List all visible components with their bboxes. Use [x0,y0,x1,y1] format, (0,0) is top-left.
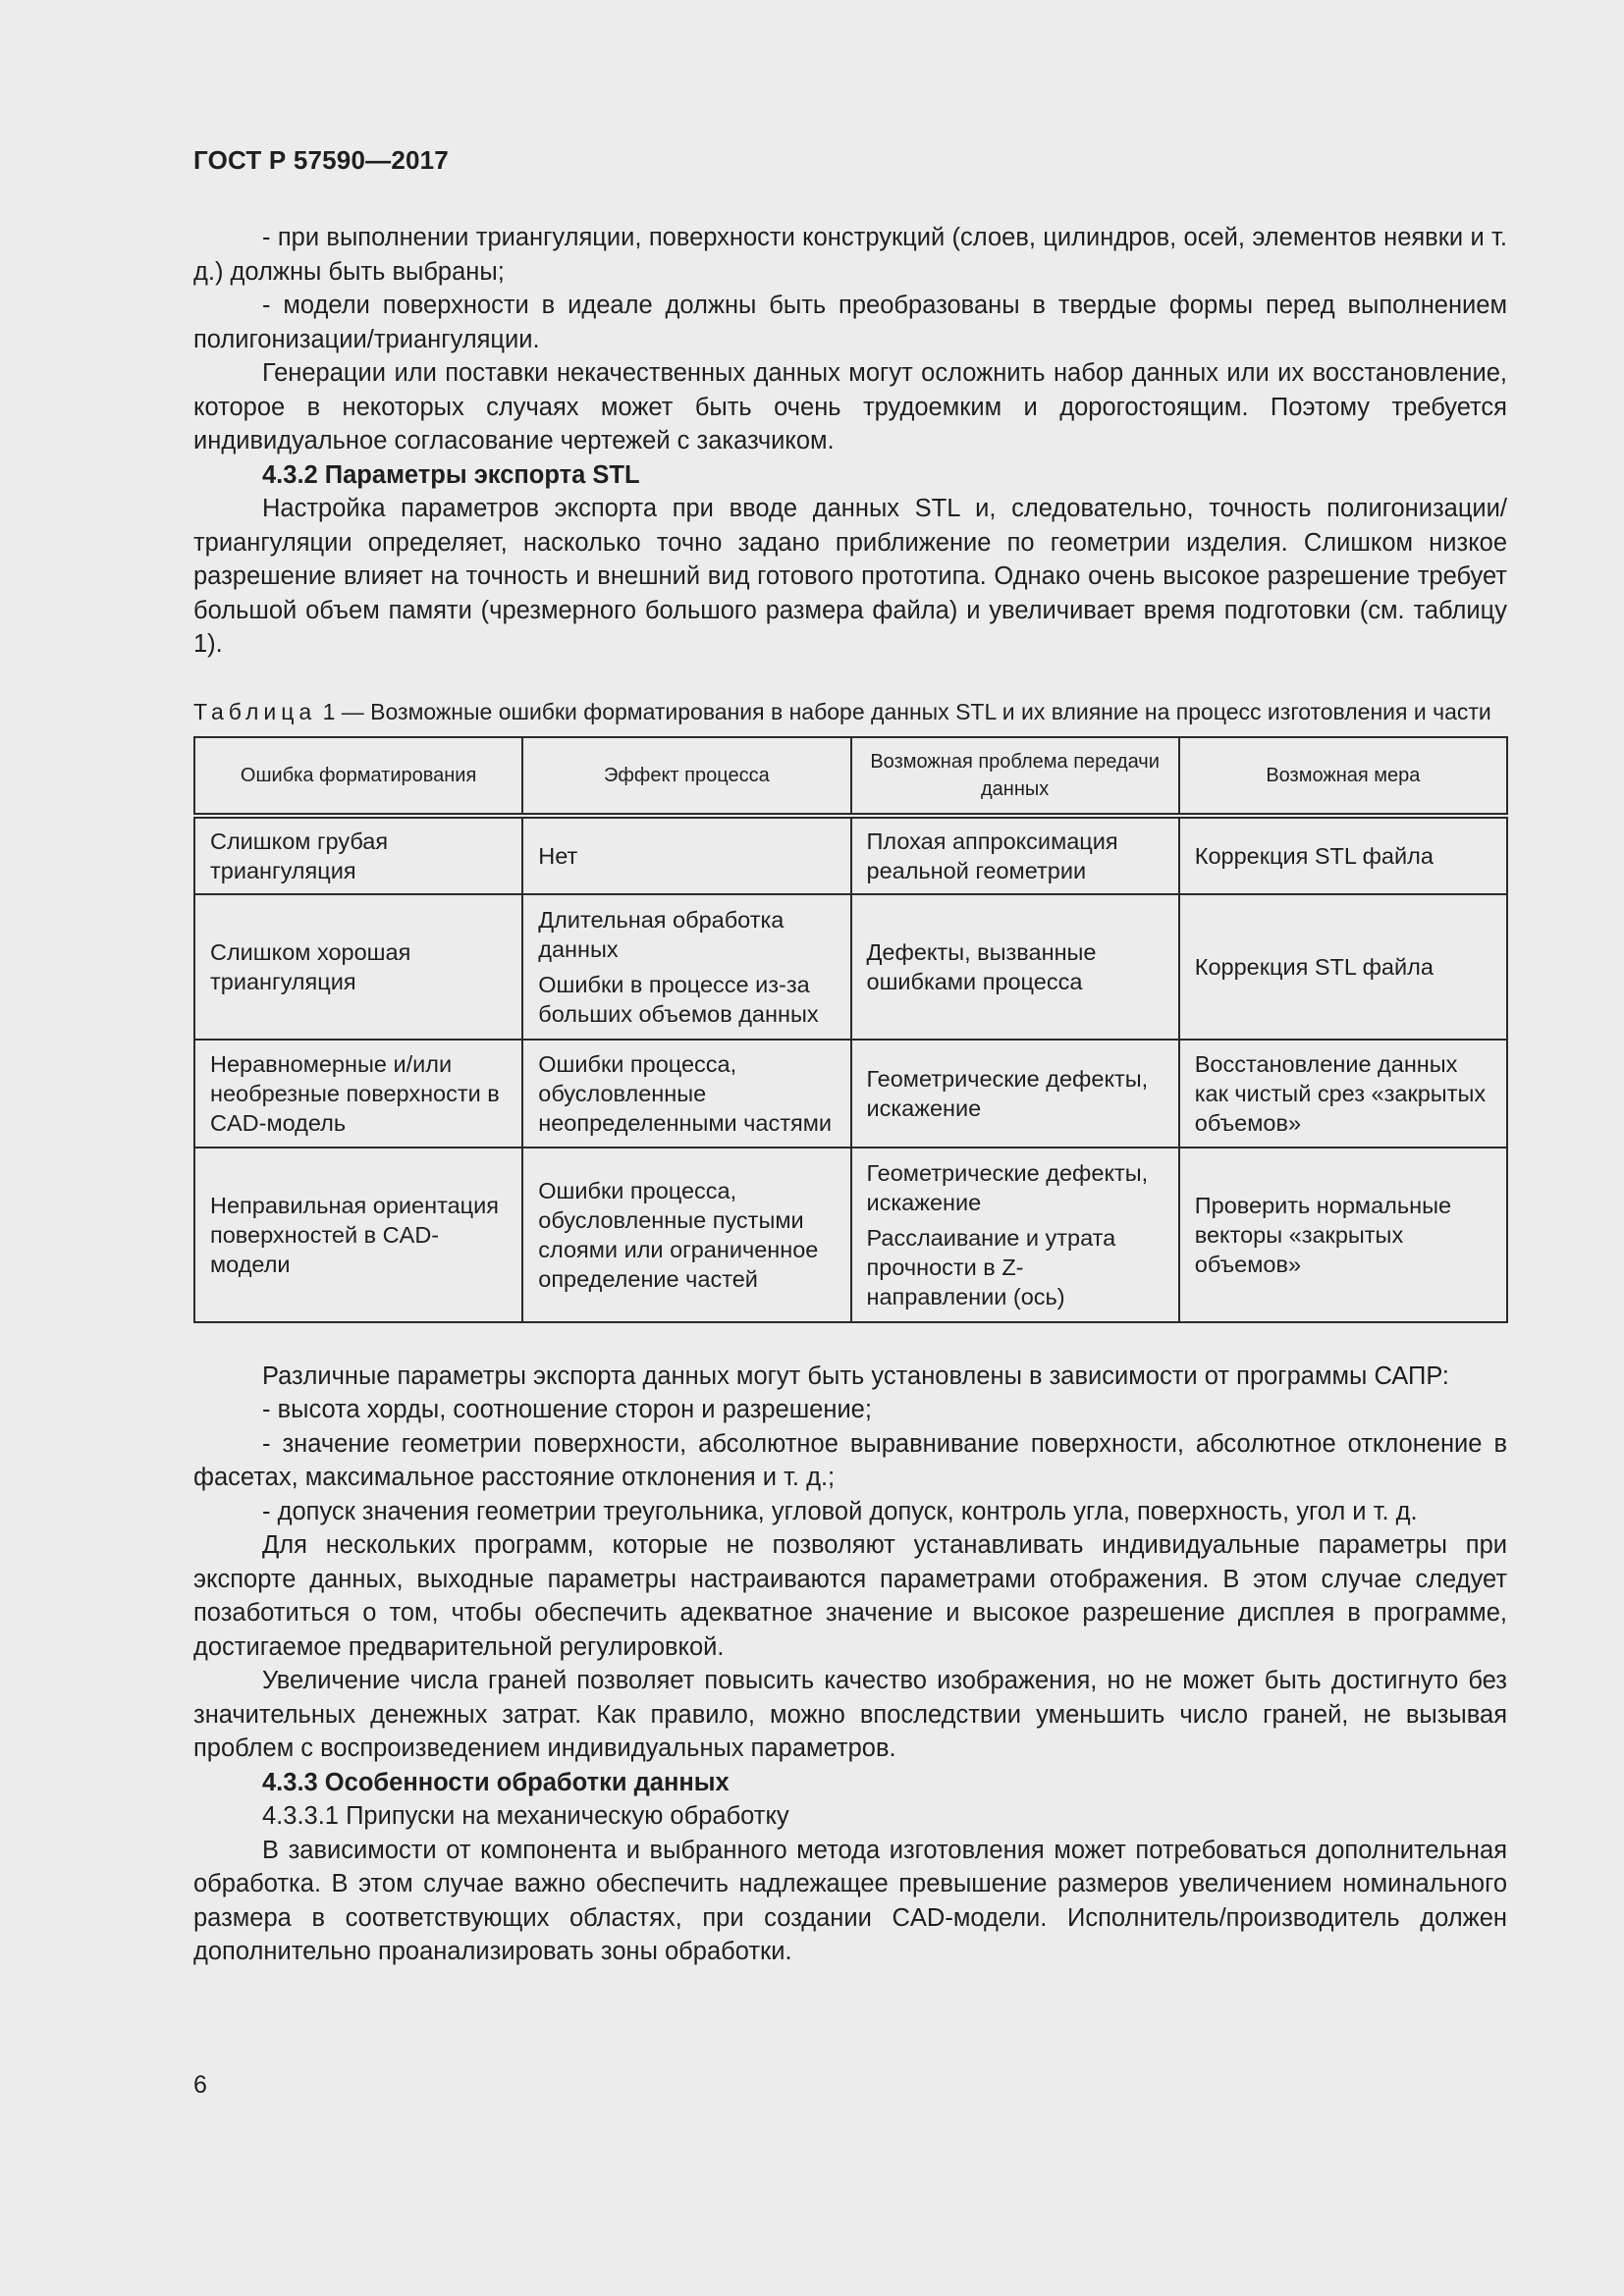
table-row [194,1148,1507,1322]
cell-text: Плохая аппроксимация реальной геометрии [866,828,1118,883]
table-caption [193,697,1507,726]
table-cell [194,1148,522,1322]
table-cell [1179,1040,1507,1148]
section-heading: 4.3.2 Параметры экспорта STL [262,460,640,489]
paragraph: - допуск значения геометрии треугольника, угловой допуск, контроль угла, поверхность, угол и т. д. [262,1497,1418,1525]
column-header: Возможная проблема передачи данных [851,737,1179,816]
column-header: Ошибка форматирования [194,737,522,816]
cell-text: Расслаивание и утрата прочности в Z-направлении (ось) [866,1224,1116,1309]
cell-text: Слишком хорошая триангуляция [210,938,411,994]
table-cell [1179,816,1507,894]
cell-text: Нет [538,842,578,869]
table-cell [522,1040,850,1148]
cell-text: Геометрические дефекты, искажение [866,1065,1149,1121]
paragraph: Настройка параметров экспорта при вводе данных STL и, следовательно, точность полигонизации/триангуляции определяет, насколько точно задано приближение по геометрии изделия. Слишком низкое разрешение влияет на точность и внешний вид готового прототипа. Однако очень высокое разрешение требует большой объем памяти (чрезмерного большого размера файла) и увеличивает время подготовки (см. таблицу 1). [193,495,1507,658]
table-row [194,816,1507,894]
cell-text: Ошибки процесса, обусловленные пустыми слоями или ограниченное определение частей [538,1177,819,1292]
column-header: Возможная мера [1179,737,1507,816]
cell-text: Длительная обработка данных [538,906,785,962]
table-cell [194,894,522,1040]
cell-text: Проверить нормальные векторы «закрытых объемов» [1194,1192,1452,1277]
section-heading: 4.3.3 Особенности обработки данных [262,1768,730,1796]
subsection-heading: 4.3.3.1 Припуски на механическую обработку [262,1802,789,1830]
table-caption-text: 1 — Возможные ошибки форматирования в наборе данных STL и их влияние на процесс изготовления и части [316,698,1491,724]
cell-text: Неправильная ориентация поверхностей в CAD-модели [210,1192,499,1277]
cell-text: Ошибки в процессе из-за больших объемов данных [538,971,819,1027]
document-page [193,145,1507,1969]
cell-text: Коррекция STL файла [1194,953,1434,980]
table-cell [522,1148,850,1322]
table-cell [851,894,1179,1040]
page-number: 6 [193,2071,207,2099]
table-row [194,1040,1507,1148]
cell-text: Дефекты, вызванные ошибками процесса [866,938,1097,994]
table-cell [194,816,522,894]
paragraph: Различные параметры экспорта данных могут быть установлены в зависимости от программы САПР: [262,1362,1449,1390]
table-cell [851,816,1179,894]
paragraph: Для нескольких программ, которые не позволяют устанавливать индивидуальные параметры при экспорте данных, выходные параметры настраиваются параметрами отображения. В этом случае следует позаботиться о том, чтобы обеспечить адекватное значение и высокое разрешение дисплея в программе, достигаемое предварительной регулировкой. [193,1531,1507,1661]
cell-text: Слишком грубая триангуляция [210,828,389,883]
error-table [193,736,1508,1323]
document-header: ГОСТ Р 57590—2017 [193,145,449,175]
table-caption-label: Таблица [193,698,317,724]
paragraph: Генерации или поставки некачественных данных могут осложнить набор данных или их восстановление, которое в некоторых случаях может быть очень трудоемким и дорогостоящим. Поэтому требуется индивидуальное согласование чертежей с заказчиком. [193,359,1507,454]
paragraph: - значение геометрии поверхности, абсолютное выравнивание поверхности, абсолютное отклонение в фасетах, максимальное расстояние отклонения и т. д.; [193,1429,1507,1491]
paragraph: Увеличение числа граней позволяет повысить качество изображения, но не может быть достигнуто без значительных денежных затрат. Как правило, можно впоследствии уменьшить число граней, не вызывая проблем с воспроизведением индивидуальных параметров. [193,1667,1507,1762]
paragraph: - при выполнении триангуляции, поверхности конструкций (слоев, цилиндров, осей, элементов неявки и т. д.) должны быть выбраны; [193,224,1507,286]
cell-text: Ошибки процесса, обусловленные неопределенными частями [538,1050,832,1136]
cell-text: Неравномерные и/или необрезные поверхности в CAD-модель [210,1050,500,1136]
column-header: Эффект процесса [522,737,850,816]
table-cell [522,816,850,894]
table-cell [851,1148,1179,1322]
cell-text: Восстановление данных как чистый срез «закрытых объемов» [1194,1050,1487,1136]
table-cell [1179,894,1507,1040]
cell-text: Геометрические дефекты, искажение [866,1159,1149,1215]
paragraph: - высота хорды, соотношение сторон и разрешение; [262,1396,872,1423]
paragraph: В зависимости от компонента и выбранного метода изготовления может потребоваться дополнительная обработка. В этом случае важно обеспечить надлежащее превышение размеров увеличением номинального размера в соответствующих областях, при создании CAD-модели. Исполнитель/производитель должен дополнительно проанализировать зоны обработки. [193,1836,1507,1965]
table-cell [1179,1148,1507,1322]
cell-text: Коррекция STL файла [1194,842,1434,869]
table-cell [522,894,850,1040]
table-cell [851,1040,1179,1148]
table-row [194,894,1507,1040]
paragraph: - модели поверхности в идеале должны быть преобразованы в твердые формы перед выполнением полигонизации/триангуляции. [193,292,1507,353]
table-cell [194,1040,522,1148]
table-header-row [194,737,1507,816]
